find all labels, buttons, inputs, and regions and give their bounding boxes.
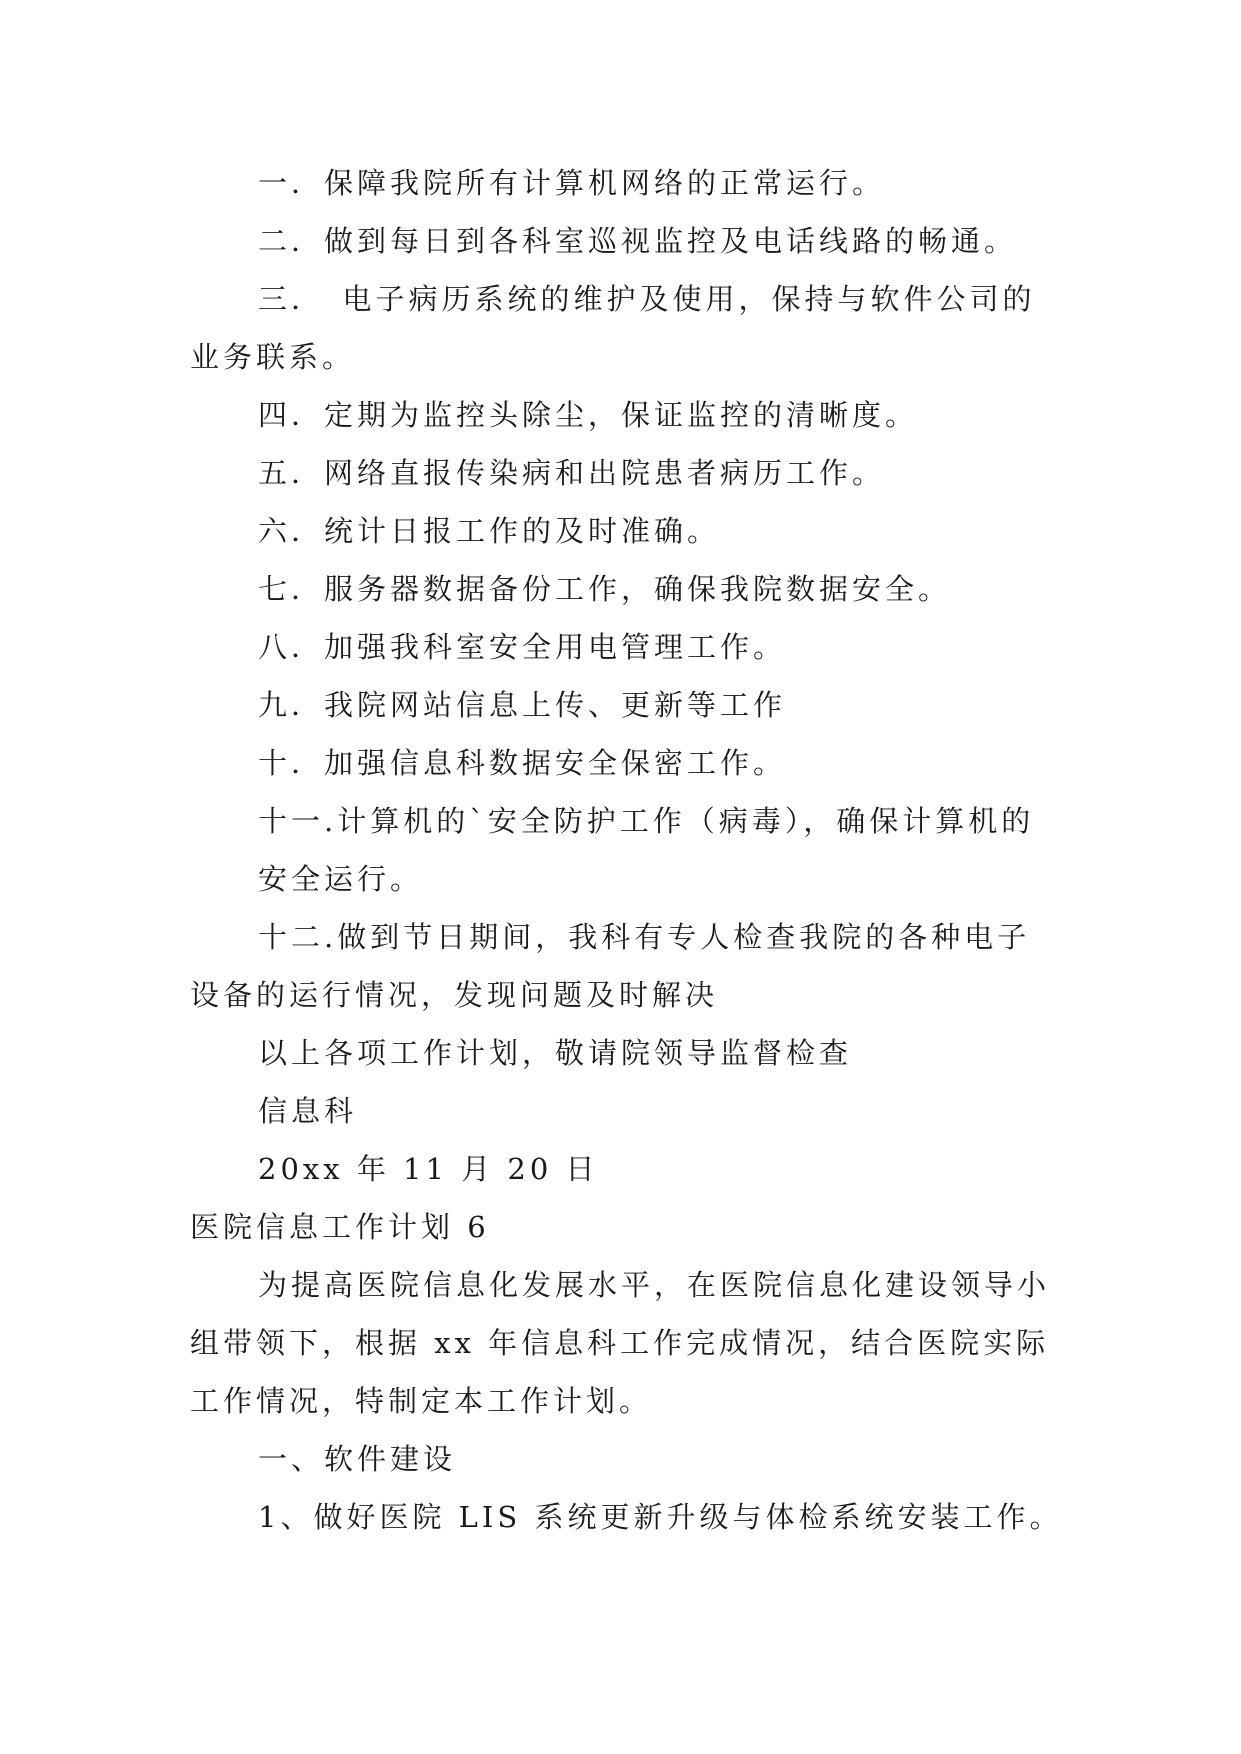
text-line-2: 二．做到每日到各科室巡视监控及电话线路的畅通。 [258, 224, 1018, 258]
text-line-10: 九．我院网站信息上传、更新等工作 [258, 688, 787, 722]
text-line-6: 五．网络直报传染病和出院患者病历工作。 [258, 456, 886, 490]
text-line-7: 六．统计日报工作的及时准确。 [258, 514, 721, 548]
text-line-15: 设备的运行情况，发现问题及时解决 [190, 978, 719, 1012]
text-line-11: 十．加强信息科数据安全保密工作。 [258, 746, 787, 780]
text-line-9: 八．加强我科室安全用电管理工作。 [258, 630, 787, 664]
text-line-19: 医院信息工作计划 6 [190, 1210, 490, 1244]
text-line-3: 三． 电子病历系统的维护及使用，保持与软件公司的 [258, 282, 1036, 316]
text-line-17: 信息科 [258, 1094, 358, 1128]
text-line-24: 1、做好医院 LIS 系统更新升级与体检系统安装工作。 [258, 1500, 1063, 1534]
text-line-12: 十一.计算机的`安全防护工作（病毒），确保计算机的 [258, 804, 1035, 838]
text-line-22: 工作情况，特制定本工作计划。 [190, 1384, 653, 1418]
text-line-20: 为提高医院信息化发展水平，在医院信息化建设领导小 [258, 1268, 1051, 1302]
text-line-18: 20xx 年 11 月 20 日 [258, 1152, 599, 1186]
text-line-13: 安全运行。 [258, 862, 424, 896]
text-line-16: 以上各项工作计划，敬请院领导监督检查 [258, 1036, 853, 1070]
text-line-4: 业务联系。 [190, 340, 356, 374]
text-line-23: 一、软件建设 [258, 1442, 457, 1476]
text-line-1: 一．保障我院所有计算机网络的正常运行。 [258, 166, 886, 200]
text-line-14: 十二.做到节日期间，我科有专人检查我院的各种电子 [258, 920, 1031, 954]
text-line-5: 四．定期为监控头除尘，保证监控的清晰度。 [258, 398, 919, 432]
text-line-21: 组带领下，根据 xx 年信息科工作完成情况，结合医院实际 [190, 1326, 1050, 1360]
text-line-8: 七．服务器数据备份工作，确保我院数据安全。 [258, 572, 952, 606]
